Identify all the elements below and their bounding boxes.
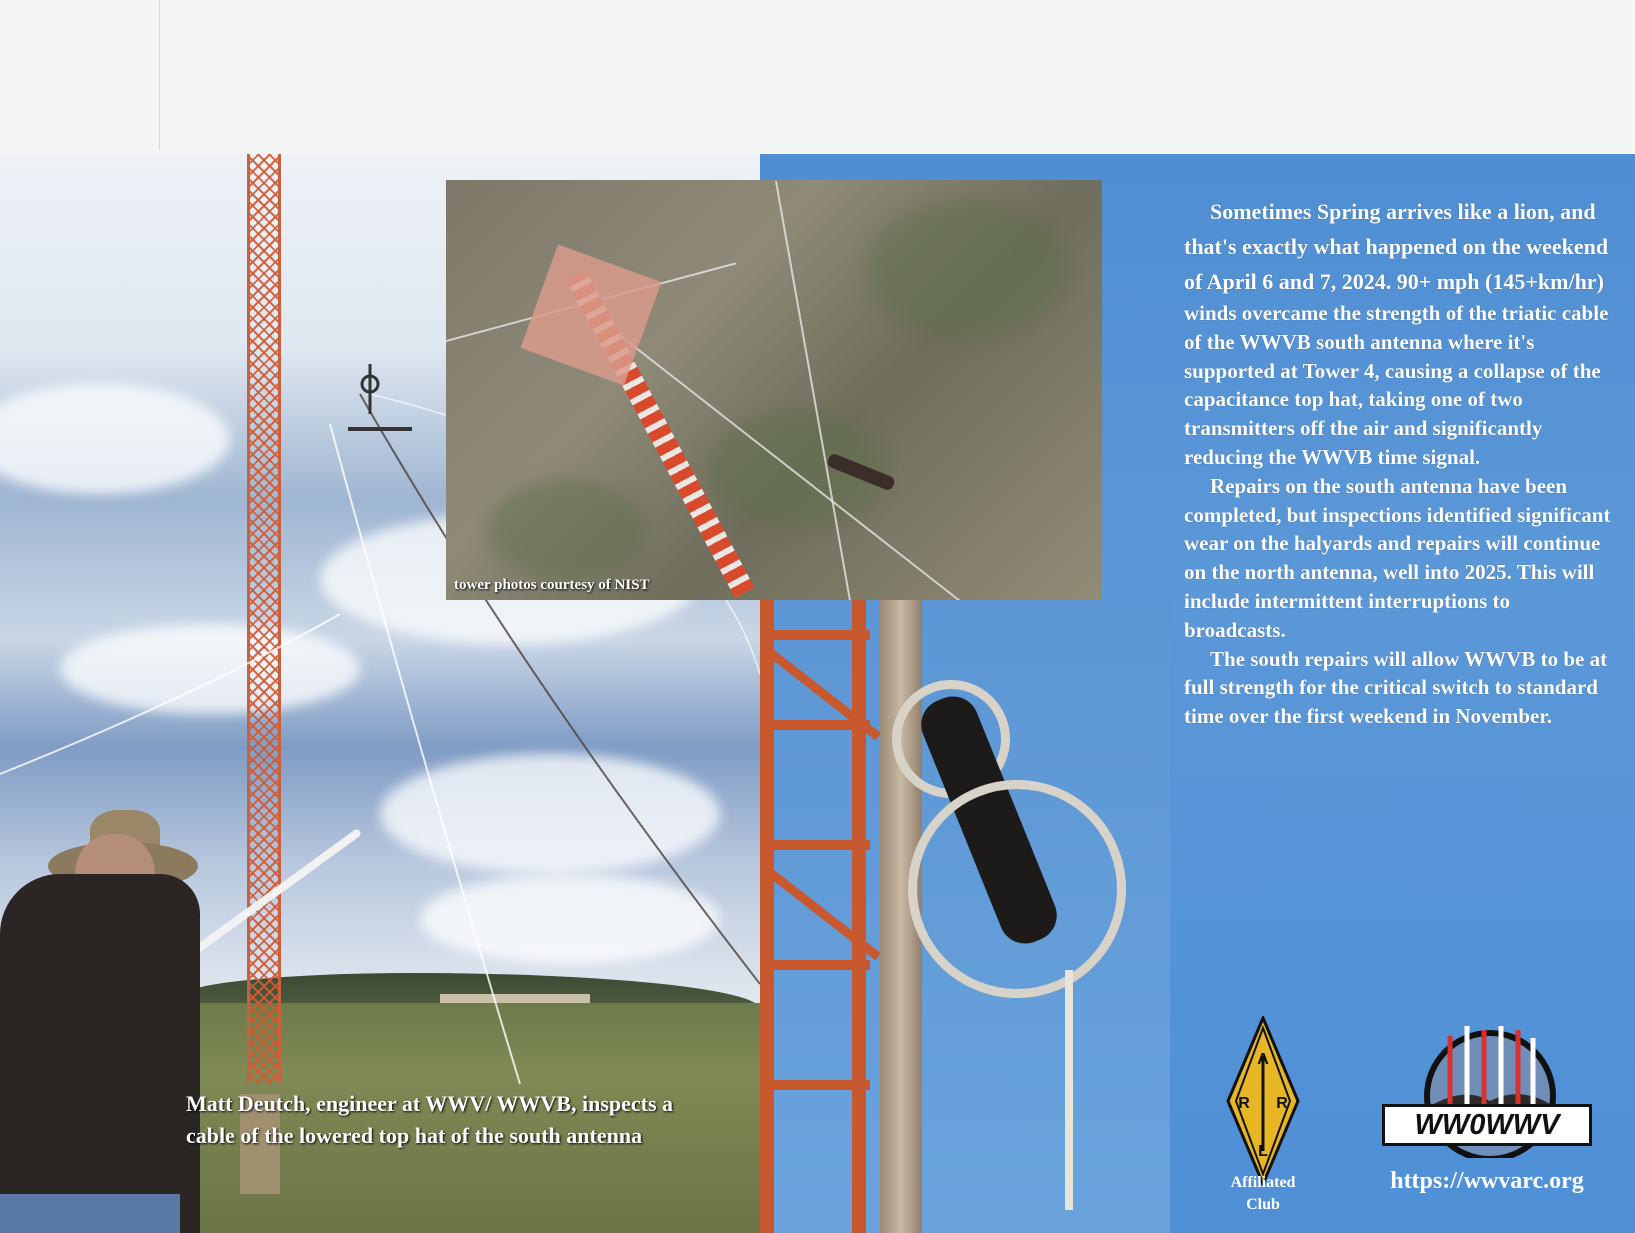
article-paragraph: winds overcame the strength of the triatic cable of the WWVB south antenna where it's supported at Tower 4, causing a collapse of the capacitance top hat, taking one of two transmitters off the air and significantly reducing the WWVB time signal. [1184,301,1609,469]
tower-closeup-photo [760,600,1170,1233]
corona-ring-large [908,780,1126,998]
arrl-label-line: Affiliated [1230,1174,1296,1191]
article-paragraph: Repairs on the south antenna have been completed, but inspections identified significant wear on the halyards and repairs will continue on the north antenna, well into 2025. This will include intermittent interruptions to broadcasts. [1184,473,1611,642]
photo-caption: Matt Deutch, engineer at WWV/ WWVB, inspects a cable of the lowered top hat of the south antenna [186,1091,674,1148]
article-paragraph: The south repairs will allow WWVB to be at full strength for the critical switch to standard time over the first weekend in November. [1184,646,1608,729]
terrain-patch [486,480,646,580]
arrl-letter: R [1276,1095,1288,1112]
tower-leg [760,600,774,1233]
club-website-link[interactable]: https://wwvarc.org [1390,1168,1584,1194]
arrl-label-line: Club [1246,1196,1280,1213]
arrl-letter: L [1258,1143,1268,1160]
aerial-tower-photo [446,180,1102,600]
postcard [0,154,1635,1233]
arrl-diamond-logo [1226,1016,1300,1186]
photo-credit: tower photos courtesy of NIST [454,577,650,593]
article-text [1184,194,1614,731]
tower-leg [852,600,866,1233]
article-paragraph: Sometimes Spring arrives like a lion, and that's exactly what happened on the weekend of April 6 and 7, 2024. 90+ mph (145+km/hr) [1184,199,1609,294]
cable-line [775,181,853,600]
club-callsign: WW0WWV [1382,1104,1592,1146]
tower-top-platform [521,245,662,386]
terrain-patch [866,200,1066,340]
man-jeans [0,1194,180,1233]
man-jacket [0,874,200,1233]
arrl-affiliated-label [1200,1172,1326,1216]
arrl-letter: A [1257,1051,1269,1068]
scan-margin-line [159,0,160,150]
halyard-rope [1065,970,1073,1210]
arrl-letter: R [1238,1095,1250,1112]
